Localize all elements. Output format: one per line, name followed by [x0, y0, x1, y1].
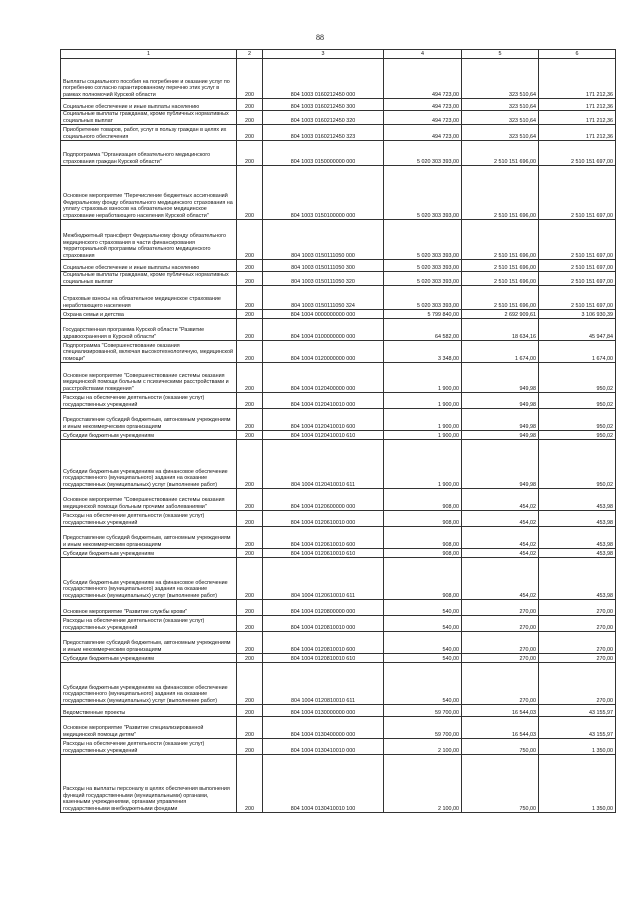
row-name-cell: Субсидии бюджетным учреждениям [61, 654, 237, 663]
table-row [61, 440, 616, 489]
executed-amount-cell: 2 510 151 696,00 [462, 166, 539, 220]
approved-amount-cell: 1 900,00 [384, 431, 462, 440]
table-row [61, 319, 616, 341]
unexecuted-amount-cell: 950,02 [539, 393, 616, 409]
row-name-cell: Основное мероприятие "Развитие специализированной медицинской помощи детям" [61, 717, 237, 739]
row-name-cell: Расходы на обеспечение деятельности (оказание услуг) государственных учреждений [61, 739, 237, 755]
line-code-cell: 200 [237, 393, 263, 409]
unexecuted-amount-cell: 270,00 [539, 654, 616, 663]
budget-code-cell: 804 1004 0120810010 000 [263, 616, 384, 632]
unexecuted-amount-cell: 950,02 [539, 409, 616, 431]
executed-amount-cell: 750,00 [462, 739, 539, 755]
line-code-cell: 200 [237, 272, 263, 286]
row-name-cell: Социальные выплаты гражданам, кроме публичных нормативных социальных выплат [61, 272, 237, 286]
row-name-cell: Субсидии бюджетным учреждениям на финансовое обеспечение государственного (муниципального) задания на оказание государственных (муниципальных) услуг (выполнение работ) [61, 663, 237, 705]
row-name-cell: Основное мероприятие "Совершенствование системы оказания медицинской помощи больным прочими заболеваниями" [61, 489, 237, 511]
line-code-cell: 200 [237, 717, 263, 739]
row-name-cell: Предоставление субсидий бюджетным, автономным учреждениям и иным некоммерческим организациям [61, 632, 237, 654]
budget-code-cell: 804 1004 0130400000 000 [263, 717, 384, 739]
unexecuted-amount-cell: 453,98 [539, 549, 616, 558]
row-name-cell: Основное мероприятие "Совершенствование системы оказания медицинской помощи больным с психическими расстройствами и расстройствами поведения" [61, 363, 237, 393]
executed-amount-cell: 1 674,00 [462, 341, 539, 363]
table-row [61, 141, 616, 166]
unexecuted-amount-cell: 2 510 151 697,00 [539, 272, 616, 286]
approved-amount-cell: 908,00 [384, 558, 462, 600]
approved-amount-cell: 908,00 [384, 549, 462, 558]
approved-amount-cell: 64 582,00 [384, 319, 462, 341]
approved-amount-cell: 540,00 [384, 654, 462, 663]
executed-amount-cell: 2 692 909,61 [462, 310, 539, 319]
row-name-cell: Подпрограмма "Совершенствование оказания специализированной, включая высокотехнологичную, медицинской помощи" [61, 341, 237, 363]
budget-code-cell: 804 1004 0120610010 610 [263, 549, 384, 558]
executed-amount-cell: 454,02 [462, 511, 539, 527]
row-name-cell: Социальное обеспечение и иные выплаты населению [61, 99, 237, 111]
unexecuted-amount-cell: 171 212,36 [539, 99, 616, 111]
line-code-cell: 200 [237, 99, 263, 111]
approved-amount-cell: 2 100,00 [384, 755, 462, 813]
executed-amount-cell: 2 510 151 696,00 [462, 220, 539, 260]
header-row [61, 50, 616, 59]
approved-amount-cell: 1 900,00 [384, 393, 462, 409]
column-header: 5 [462, 50, 539, 59]
executed-amount-cell: 949,98 [462, 431, 539, 440]
unexecuted-amount-cell: 171 212,36 [539, 59, 616, 99]
approved-amount-cell: 5 020 303 393,00 [384, 260, 462, 272]
executed-amount-cell: 323 510,64 [462, 125, 539, 141]
executed-amount-cell: 270,00 [462, 663, 539, 705]
unexecuted-amount-cell: 950,02 [539, 363, 616, 393]
table-row [61, 705, 616, 717]
row-name-cell: Социальное обеспечение и иные выплаты населению [61, 260, 237, 272]
row-name-cell: Ведомственные проекты [61, 705, 237, 717]
approved-amount-cell: 540,00 [384, 632, 462, 654]
row-name-cell: Расходы на выплаты персоналу в целях обеспечения выполнения функций государственными (муниципальными) органами, казенными учреждениями, органами управления государственными внебюджетными фондами [61, 755, 237, 813]
row-name-cell: Субсидии бюджетным учреждениям [61, 431, 237, 440]
table-row [61, 558, 616, 600]
approved-amount-cell: 494 723,00 [384, 59, 462, 99]
table-row [61, 717, 616, 739]
line-code-cell: 200 [237, 363, 263, 393]
row-name-cell: Государственная программа Курской области "Развитие здравоохранения в Курской области" [61, 319, 237, 341]
table-row [61, 663, 616, 705]
row-name-cell: Страховые взносы на обязательное медицинское страхование неработающего населения [61, 286, 237, 310]
budget-code-cell: 804 1004 0000000000 000 [263, 310, 384, 319]
table-row [61, 111, 616, 125]
executed-amount-cell: 454,02 [462, 558, 539, 600]
unexecuted-amount-cell: 1 674,00 [539, 341, 616, 363]
line-code-cell: 200 [237, 600, 263, 616]
unexecuted-amount-cell: 2 510 151 697,00 [539, 166, 616, 220]
approved-amount-cell: 5 020 303 393,00 [384, 141, 462, 166]
row-name-cell: Выплаты социального пособия на погребение и оказание услуг по погребению согласно гарантированному перечню этих услуг в рамках полномочий Курской области [61, 59, 237, 99]
executed-amount-cell: 2 510 151 696,00 [462, 272, 539, 286]
budget-code-cell: 804 1003 0150111050 300 [263, 260, 384, 272]
table-row [61, 527, 616, 549]
row-name-cell: Субсидии бюджетным учреждениям [61, 549, 237, 558]
column-header: 3 [263, 50, 384, 59]
page-number: 88 [316, 33, 324, 42]
unexecuted-amount-cell: 2 510 151 697,00 [539, 220, 616, 260]
budget-code-cell: 804 1003 0150000000 000 [263, 141, 384, 166]
row-name-cell: Субсидии бюджетным учреждениям на финансовое обеспечение государственного (муниципального) задания на оказание государственных (муниципальных) услуг (выполнение работ) [61, 440, 237, 489]
unexecuted-amount-cell: 453,98 [539, 511, 616, 527]
budget-code-cell: 804 1003 0160212450 323 [263, 125, 384, 141]
executed-amount-cell: 2 510 151 696,00 [462, 141, 539, 166]
unexecuted-amount-cell: 950,02 [539, 431, 616, 440]
executed-amount-cell: 750,00 [462, 755, 539, 813]
table-row [61, 166, 616, 220]
approved-amount-cell: 540,00 [384, 600, 462, 616]
executed-amount-cell: 949,98 [462, 363, 539, 393]
row-name-cell: Подпрограмма "Организация обязательного медицинского страхования граждан Курской области" [61, 141, 237, 166]
executed-amount-cell: 270,00 [462, 600, 539, 616]
row-name-cell: Расходы на обеспечение деятельности (оказание услуг) государственных учреждений [61, 616, 237, 632]
line-code-cell: 200 [237, 632, 263, 654]
budget-code-cell: 804 1004 0120410010 000 [263, 393, 384, 409]
row-name-cell: Социальные выплаты гражданам, кроме публичных нормативных социальных выплат [61, 111, 237, 125]
approved-amount-cell: 494 723,00 [384, 111, 462, 125]
unexecuted-amount-cell: 453,98 [539, 489, 616, 511]
row-name-cell: Предоставление субсидий бюджетным, автономным учреждениям и иным некоммерческим организациям [61, 409, 237, 431]
unexecuted-amount-cell: 3 106 930,39 [539, 310, 616, 319]
budget-code-cell: 804 1004 0120410010 600 [263, 409, 384, 431]
column-header: 1 [61, 50, 237, 59]
approved-amount-cell: 5 020 303 393,00 [384, 166, 462, 220]
budget-code-cell: 804 1004 0120810010 610 [263, 654, 384, 663]
line-code-cell: 200 [237, 527, 263, 549]
budget-code-cell: 804 1004 0100000000 000 [263, 319, 384, 341]
line-code-cell: 200 [237, 59, 263, 99]
budget-code-cell: 804 1004 0120410010 611 [263, 440, 384, 489]
budget-code-cell: 804 1004 0120610010 611 [263, 558, 384, 600]
budget-code-cell: 804 1004 0120600000 000 [263, 489, 384, 511]
approved-amount-cell: 494 723,00 [384, 125, 462, 141]
line-code-cell: 200 [237, 319, 263, 341]
budget-code-cell: 804 1003 0150111050 320 [263, 272, 384, 286]
executed-amount-cell: 949,98 [462, 409, 539, 431]
budget-code-cell: 804 1003 0150111050 000 [263, 220, 384, 260]
column-header: 2 [237, 50, 263, 59]
executed-amount-cell: 323 510,64 [462, 59, 539, 99]
unexecuted-amount-cell: 2 510 151 697,00 [539, 286, 616, 310]
unexecuted-amount-cell: 43 155,97 [539, 717, 616, 739]
approved-amount-cell: 908,00 [384, 511, 462, 527]
table-row [61, 654, 616, 663]
executed-amount-cell: 16 544,03 [462, 717, 539, 739]
table-row [61, 99, 616, 111]
budget-code-cell: 804 1004 0120810010 611 [263, 663, 384, 705]
budget-code-cell: 804 1003 0160212450 320 [263, 111, 384, 125]
executed-amount-cell: 2 510 151 696,00 [462, 286, 539, 310]
approved-amount-cell: 908,00 [384, 527, 462, 549]
column-header: 6 [539, 50, 616, 59]
approved-amount-cell: 5 020 303 393,00 [384, 286, 462, 310]
budget-code-cell: 804 1003 0150100000 000 [263, 166, 384, 220]
executed-amount-cell: 270,00 [462, 632, 539, 654]
line-code-cell: 200 [237, 654, 263, 663]
unexecuted-amount-cell: 270,00 [539, 663, 616, 705]
budget-code-cell: 804 1004 0130410010 000 [263, 739, 384, 755]
row-name-cell: Расходы на обеспечение деятельности (оказание услуг) государственных учреждений [61, 393, 237, 409]
line-code-cell: 200 [237, 286, 263, 310]
column-header: 4 [384, 50, 462, 59]
executed-amount-cell: 454,02 [462, 489, 539, 511]
table-body [61, 59, 616, 813]
unexecuted-amount-cell: 270,00 [539, 632, 616, 654]
unexecuted-amount-cell: 2 510 151 697,00 [539, 141, 616, 166]
table-row [61, 431, 616, 440]
table-row [61, 600, 616, 616]
line-code-cell: 200 [237, 341, 263, 363]
unexecuted-amount-cell: 171 212,36 [539, 125, 616, 141]
budget-code-cell: 804 1004 0120810010 600 [263, 632, 384, 654]
line-code-cell: 200 [237, 125, 263, 141]
executed-amount-cell: 270,00 [462, 654, 539, 663]
executed-amount-cell: 454,02 [462, 527, 539, 549]
approved-amount-cell: 5 020 303 393,00 [384, 220, 462, 260]
budget-code-cell: 804 1004 0120800000 000 [263, 600, 384, 616]
unexecuted-amount-cell: 171 212,36 [539, 111, 616, 125]
table-row [61, 739, 616, 755]
table-row [61, 489, 616, 511]
approved-amount-cell: 1 900,00 [384, 409, 462, 431]
row-name-cell: Расходы на обеспечение деятельности (оказание услуг) государственных учреждений [61, 511, 237, 527]
approved-amount-cell: 59 700,00 [384, 717, 462, 739]
line-code-cell: 200 [237, 739, 263, 755]
unexecuted-amount-cell: 2 510 151 697,00 [539, 260, 616, 272]
unexecuted-amount-cell: 270,00 [539, 616, 616, 632]
unexecuted-amount-cell: 45 947,84 [539, 319, 616, 341]
table-row [61, 755, 616, 813]
table-row [61, 272, 616, 286]
executed-amount-cell: 323 510,64 [462, 111, 539, 125]
row-name-cell: Субсидии бюджетным учреждениям на финансовое обеспечение государственного (муниципального) задания на оказание государственных (муниципальных) услуг (выполнение работ) [61, 558, 237, 600]
row-name-cell: Основное мероприятие "Развитие службы крови" [61, 600, 237, 616]
budget-code-cell: 804 1004 0120000000 000 [263, 341, 384, 363]
table-row [61, 310, 616, 319]
table-row [61, 393, 616, 409]
line-code-cell: 200 [237, 663, 263, 705]
budget-code-cell: 804 1004 0120410010 610 [263, 431, 384, 440]
unexecuted-amount-cell: 453,98 [539, 558, 616, 600]
table-row [61, 220, 616, 260]
approved-amount-cell: 1 900,00 [384, 440, 462, 489]
line-code-cell: 200 [237, 705, 263, 717]
executed-amount-cell: 323 510,64 [462, 99, 539, 111]
executed-amount-cell: 270,00 [462, 616, 539, 632]
line-code-cell: 200 [237, 260, 263, 272]
line-code-cell: 200 [237, 440, 263, 489]
table-row [61, 409, 616, 431]
line-code-cell: 200 [237, 141, 263, 166]
executed-amount-cell: 2 510 151 696,00 [462, 260, 539, 272]
line-code-cell: 200 [237, 166, 263, 220]
row-name-cell: Предоставление субсидий бюджетным, автономным учреждениям и иным некоммерческим организациям [61, 527, 237, 549]
approved-amount-cell: 494 723,00 [384, 99, 462, 111]
row-name-cell: Межбюджетный трансферт Федеральному фонду обязательного медицинского страхования в части финансирования территориальной программы обязательного медицинского страхования [61, 220, 237, 260]
executed-amount-cell: 949,98 [462, 440, 539, 489]
table-row [61, 260, 616, 272]
line-code-cell: 200 [237, 310, 263, 319]
table-row [61, 341, 616, 363]
budget-code-cell: 804 1004 0130410010 100 [263, 755, 384, 813]
line-code-cell: 200 [237, 220, 263, 260]
unexecuted-amount-cell: 1 350,00 [539, 739, 616, 755]
line-code-cell: 200 [237, 549, 263, 558]
unexecuted-amount-cell: 950,02 [539, 440, 616, 489]
budget-code-cell: 804 1003 0150111050 324 [263, 286, 384, 310]
budget-code-cell: 804 1004 0120610010 000 [263, 511, 384, 527]
budget-code-cell: 804 1004 0120610010 600 [263, 527, 384, 549]
line-code-cell: 200 [237, 616, 263, 632]
table-row [61, 511, 616, 527]
table-row [61, 286, 616, 310]
unexecuted-amount-cell: 1 350,00 [539, 755, 616, 813]
budget-table [60, 49, 616, 813]
approved-amount-cell: 1 900,00 [384, 363, 462, 393]
line-code-cell: 200 [237, 558, 263, 600]
unexecuted-amount-cell: 43 155,97 [539, 705, 616, 717]
executed-amount-cell: 18 634,16 [462, 319, 539, 341]
line-code-cell: 200 [237, 431, 263, 440]
line-code-cell: 200 [237, 511, 263, 527]
unexecuted-amount-cell: 453,98 [539, 527, 616, 549]
approved-amount-cell: 908,00 [384, 489, 462, 511]
table-row [61, 363, 616, 393]
table-row [61, 616, 616, 632]
row-name-cell: Приобретение товаров, работ, услуг в пользу граждан в целях их социального обеспечения [61, 125, 237, 141]
budget-code-cell: 804 1004 0130000000 000 [263, 705, 384, 717]
executed-amount-cell: 16 544,03 [462, 705, 539, 717]
line-code-cell: 200 [237, 111, 263, 125]
approved-amount-cell: 5 020 303 393,00 [384, 272, 462, 286]
approved-amount-cell: 5 799 840,00 [384, 310, 462, 319]
approved-amount-cell: 3 348,00 [384, 341, 462, 363]
budget-code-cell: 804 1003 0160212450 300 [263, 99, 384, 111]
table-row [61, 632, 616, 654]
budget-code-cell: 804 1004 0120400000 000 [263, 363, 384, 393]
table-row [61, 549, 616, 558]
line-code-cell: 200 [237, 489, 263, 511]
executed-amount-cell: 949,98 [462, 393, 539, 409]
executed-amount-cell: 454,02 [462, 549, 539, 558]
approved-amount-cell: 59 700,00 [384, 705, 462, 717]
approved-amount-cell: 540,00 [384, 663, 462, 705]
row-name-cell: Охрана семьи и детства [61, 310, 237, 319]
approved-amount-cell: 540,00 [384, 616, 462, 632]
unexecuted-amount-cell: 270,00 [539, 600, 616, 616]
approved-amount-cell: 2 100,00 [384, 739, 462, 755]
table-row [61, 125, 616, 141]
table-row [61, 59, 616, 99]
line-code-cell: 200 [237, 755, 263, 813]
budget-code-cell: 804 1003 0160212450 000 [263, 59, 384, 99]
line-code-cell: 200 [237, 409, 263, 431]
row-name-cell: Основное мероприятие "Перечисление бюджетных ассигнований Федеральному фонду обязательного медицинского страхования на уплату страховых взносов на обязательное медицинское страхование неработающего населения Курской области" [61, 166, 237, 220]
